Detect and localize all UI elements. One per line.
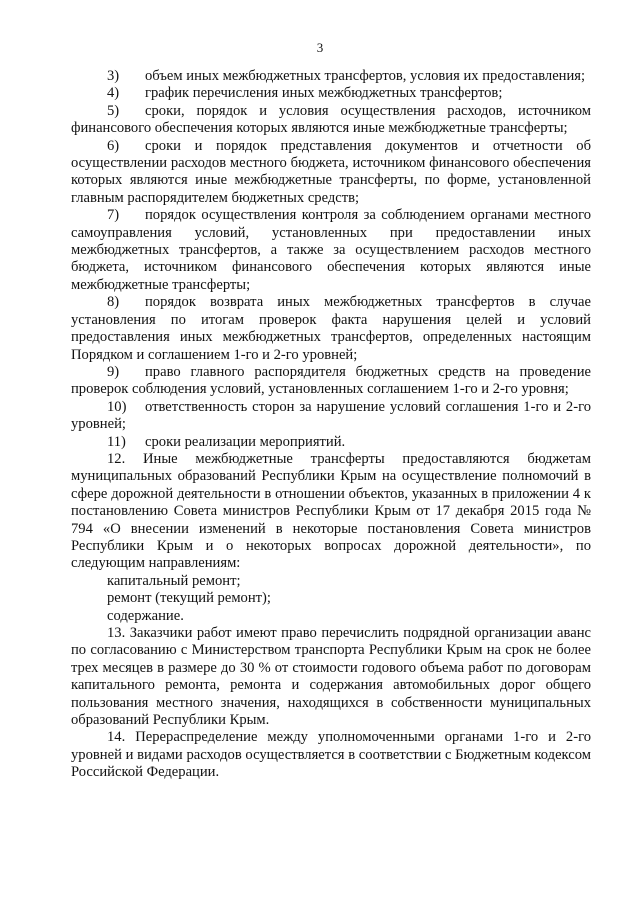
direction-item: капитальный ремонт;: [107, 572, 241, 589]
item-number: 11): [107, 433, 126, 450]
item-text: график перечисления иных межбюджетных трансфертов;: [145, 85, 503, 102]
item-number: 10): [107, 398, 127, 415]
list-item: [71, 434, 591, 451]
item-text: порядок возврата иных межбюджетных трансфертов в случае установления по итогам проверок факта нарушения целей и условий предоставления иных межбюджетных трансфертов, определенных настоящим Порядком и соглашением 1-го и 2-го уровней;: [71, 294, 591, 363]
direction-item: содержание.: [107, 607, 184, 624]
item-number: 3): [107, 68, 120, 84]
item-text: порядок осуществления контроля за соблюдением органами местного самоуправления условий, установленных при предоставлении иных межбюджетных трансфертов, а также за осуществлением расходов местного бюджета, источником финансового обеспечения которых являются иные межбюджетные трансферты;: [71, 207, 591, 293]
item-text: сроки, порядок и условия осуществления расходов, источником финансового обеспечения которых являются иные межбюджетные трансферты;: [71, 102, 591, 137]
list-item: [71, 294, 591, 364]
paragraph-12: 12. Иные межбюджетные трансферты предоставляются бюджетам муниципальных образований Республики Крым на осуществление полномочий в сфере дорожной деятельности в отношении объектов, указанных в приложении 4 к постановлению Совета министров Республики Крым от 17 декабря 2015 года № 794 «О внесении изменений в некоторые постановления Совета министров Республики Крым и о некоторых вопросах дорожной деятельности», по следующим направлениям:: [71, 450, 591, 572]
item-number: 9): [107, 363, 120, 380]
list-item: [71, 399, 591, 434]
item-number: 6): [107, 137, 120, 154]
item-text: право главного распорядителя бюджетных средств на проведение проверок соблюдения условий, установленных соглашением 1-го и 2-го уровня;: [71, 363, 591, 398]
item-text: ответственность сторон за нарушение условий соглашения 1-го и 2-го уровней;: [71, 398, 591, 433]
item-number: 4): [107, 85, 120, 102]
item-text: объем иных межбюджетных трансфертов, условия их предоставления;: [145, 68, 586, 84]
list-item: [71, 85, 591, 102]
list-item: [71, 103, 591, 138]
list-item: [71, 138, 591, 208]
item-text: сроки и порядок представления документов и отчетности об осуществлении расходов местного бюджета, источником финансового обеспечения которых являются иные межбюджетные трансферты, по форме, установленной главным распорядителем бюджетных средств;: [71, 137, 591, 206]
paragraph-14: 14. Перераспределение между уполномоченными органами 1-го и 2-го уровней и видами расходов осуществляется в соответствии с Бюджетным кодексом Российской Федерации.: [71, 729, 591, 781]
paragraph-13: 13. Заказчики работ имеют право перечислить подрядной организации аванс по согласованию с Министерством транспорта Республики Крым на срок не более трех месяцев в размере до 30 % от стоимости годового объема работ по договорам капитального ремонта, ремонта и содержания автомобильных дорог общего пользования местного значения, находящихся в собственности муниципальных образований Республики Крым.: [71, 625, 591, 729]
list-item: [71, 207, 591, 294]
item-number: 5): [107, 102, 120, 119]
item-number: 7): [107, 207, 120, 224]
list-item: [71, 364, 591, 399]
document-body: [71, 68, 591, 782]
direction-item: ремонт (текущий ремонт);: [107, 590, 271, 607]
item-text: сроки реализации мероприятий.: [145, 433, 346, 450]
list-item: [71, 68, 591, 85]
page-number: 3: [316, 40, 324, 55]
item-number: 8): [107, 294, 120, 311]
